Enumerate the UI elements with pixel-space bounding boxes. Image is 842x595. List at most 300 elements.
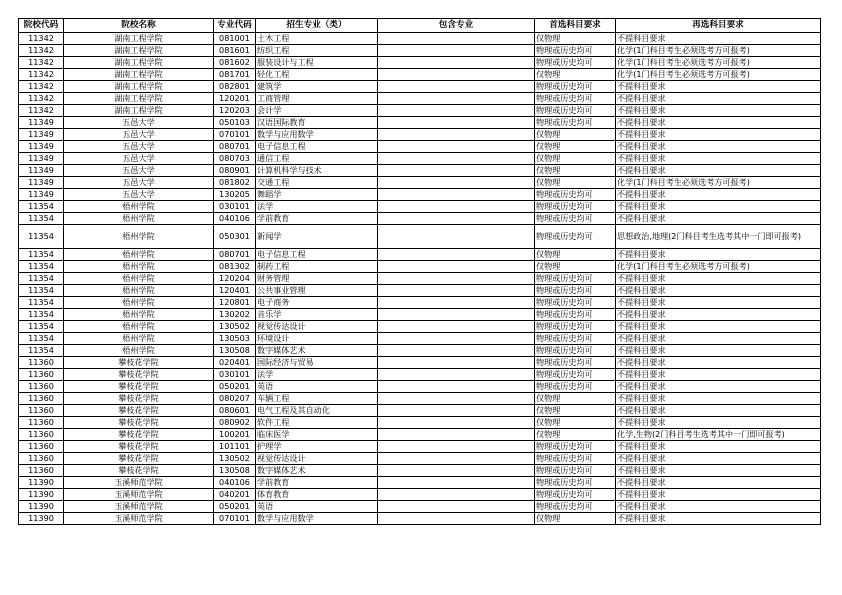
first-subject-cell: 物理或历史均可	[535, 285, 616, 297]
included-majors-cell	[378, 501, 535, 513]
school-name-cell: 攀枝花学院	[64, 381, 214, 393]
school-code-cell: 11360	[19, 405, 64, 417]
major-code-cell: 070101	[214, 129, 256, 141]
major-code-cell: 080601	[214, 405, 256, 417]
school-code-cell: 11354	[19, 273, 64, 285]
table-row	[19, 33, 821, 45]
school-name-cell: 梧州学院	[64, 285, 214, 297]
major-cell: 学前教育	[256, 213, 378, 225]
second-subject-cell: 不提科目要求	[616, 513, 821, 525]
table-row	[19, 141, 821, 153]
included-majors-cell	[378, 33, 535, 45]
included-majors-cell	[378, 429, 535, 441]
included-majors-cell	[378, 489, 535, 501]
first-subject-cell: 物理或历史均可	[535, 357, 616, 369]
first-subject-cell: 物理或历史均可	[535, 297, 616, 309]
first-subject-cell: 仅物理	[535, 33, 616, 45]
major-code-cell: 020401	[214, 357, 256, 369]
table-row	[19, 81, 821, 93]
school-code-cell: 11360	[19, 417, 64, 429]
table-row	[19, 57, 821, 69]
table-row	[19, 489, 821, 501]
major-cell: 数学与应用数学	[256, 129, 378, 141]
included-majors-cell	[378, 393, 535, 405]
second-subject-cell: 不提科目要求	[616, 345, 821, 357]
major-code-cell: 082801	[214, 81, 256, 93]
included-majors-cell	[378, 69, 535, 81]
included-majors-cell	[378, 369, 535, 381]
major-code-cell: 080207	[214, 393, 256, 405]
first-subject-cell: 仅物理	[535, 429, 616, 441]
included-majors-cell	[378, 261, 535, 273]
second-subject-cell: 化学,生物(2门科目考生选考其中一门即可报考)	[616, 429, 821, 441]
included-majors-cell	[378, 213, 535, 225]
table-row	[19, 117, 821, 129]
major-cell: 计算机科学与技术	[256, 165, 378, 177]
first-subject-cell: 物理或历史均可	[535, 225, 616, 249]
first-subject-cell: 仅物理	[535, 417, 616, 429]
second-subject-cell: 不提科目要求	[616, 333, 821, 345]
table-row	[19, 225, 821, 249]
table-row	[19, 405, 821, 417]
included-majors-cell	[378, 477, 535, 489]
first-subject-cell: 物理或历史均可	[535, 117, 616, 129]
second-subject-cell: 不提科目要求	[616, 465, 821, 477]
school-name-cell: 梧州学院	[64, 201, 214, 213]
major-cell: 电子信息工程	[256, 141, 378, 153]
second-subject-cell: 不提科目要求	[616, 405, 821, 417]
school-name-cell: 五邑大学	[64, 129, 214, 141]
second-subject-cell: 不提科目要求	[616, 153, 821, 165]
school-code-cell: 11354	[19, 285, 64, 297]
major-code-cell: 040106	[214, 477, 256, 489]
table-row	[19, 309, 821, 321]
first-subject-cell: 物理或历史均可	[535, 333, 616, 345]
major-code-cell: 130205	[214, 189, 256, 201]
major-cell: 法学	[256, 201, 378, 213]
table-row	[19, 153, 821, 165]
major-code-cell: 130508	[214, 465, 256, 477]
first-subject-cell: 仅物理	[535, 69, 616, 81]
major-cell: 法学	[256, 369, 378, 381]
major-cell: 学前教育	[256, 477, 378, 489]
included-majors-cell	[378, 153, 535, 165]
school-code-cell: 11360	[19, 369, 64, 381]
major-cell: 视觉传达设计	[256, 453, 378, 465]
first-subject-cell: 物理或历史均可	[535, 189, 616, 201]
major-code-cell: 080901	[214, 165, 256, 177]
school-name-cell: 湖南工程学院	[64, 33, 214, 45]
major-cell: 临床医学	[256, 429, 378, 441]
included-majors-cell	[378, 141, 535, 153]
table-row	[19, 285, 821, 297]
school-name-cell: 五邑大学	[64, 153, 214, 165]
table-row	[19, 213, 821, 225]
admission-table	[18, 18, 821, 525]
school-name-cell: 五邑大学	[64, 141, 214, 153]
included-majors-cell	[378, 225, 535, 249]
included-majors-cell	[378, 105, 535, 117]
major-cell: 汉语国际教育	[256, 117, 378, 129]
major-code-cell: 080701	[214, 141, 256, 153]
first-subject-cell: 物理或历史均可	[535, 201, 616, 213]
school-name-cell: 攀枝花学院	[64, 441, 214, 453]
included-majors-cell	[378, 309, 535, 321]
first-subject-cell: 物理或历史均可	[535, 477, 616, 489]
header-school-code: 院校代码	[19, 19, 64, 33]
second-subject-cell: 不提科目要求	[616, 309, 821, 321]
major-cell: 视觉传达设计	[256, 321, 378, 333]
table-row	[19, 321, 821, 333]
school-name-cell: 湖南工程学院	[64, 69, 214, 81]
table-row	[19, 393, 821, 405]
second-subject-cell: 不提科目要求	[616, 213, 821, 225]
second-subject-cell: 化学(1门科目考生必须选考方可报考)	[616, 69, 821, 81]
major-code-cell: 050201	[214, 381, 256, 393]
second-subject-cell: 不提科目要求	[616, 381, 821, 393]
school-name-cell: 梧州学院	[64, 333, 214, 345]
school-code-cell: 11349	[19, 153, 64, 165]
school-code-cell: 11354	[19, 249, 64, 261]
table-row	[19, 297, 821, 309]
table-row	[19, 93, 821, 105]
school-name-cell: 梧州学院	[64, 225, 214, 249]
first-subject-cell: 物理或历史均可	[535, 213, 616, 225]
major-code-cell: 040106	[214, 213, 256, 225]
first-subject-cell: 仅物理	[535, 405, 616, 417]
major-code-cell: 081802	[214, 177, 256, 189]
major-code-cell: 081701	[214, 69, 256, 81]
second-subject-cell: 化学(1门科目考生必须选考方可报考)	[616, 261, 821, 273]
table-row	[19, 369, 821, 381]
major-cell: 电气工程及其自动化	[256, 405, 378, 417]
second-subject-cell: 不提科目要求	[616, 129, 821, 141]
table-body	[19, 33, 821, 525]
header-second-subject: 再选科目要求	[616, 19, 821, 33]
second-subject-cell: 化学(1门科目考生必须选考方可报考)	[616, 177, 821, 189]
second-subject-cell: 不提科目要求	[616, 249, 821, 261]
second-subject-cell: 不提科目要求	[616, 297, 821, 309]
table-row	[19, 429, 821, 441]
header-first-subject: 首选科目要求	[535, 19, 616, 33]
included-majors-cell	[378, 189, 535, 201]
included-majors-cell	[378, 441, 535, 453]
table-row	[19, 69, 821, 81]
table-row	[19, 477, 821, 489]
first-subject-cell: 物理或历史均可	[535, 441, 616, 453]
header-included-majors: 包含专业	[378, 19, 535, 33]
first-subject-cell: 物理或历史均可	[535, 57, 616, 69]
major-code-cell: 080902	[214, 417, 256, 429]
included-majors-cell	[378, 453, 535, 465]
major-code-cell: 081302	[214, 261, 256, 273]
first-subject-cell: 仅物理	[535, 153, 616, 165]
first-subject-cell: 物理或历史均可	[535, 369, 616, 381]
table-row	[19, 357, 821, 369]
second-subject-cell: 化学(1门科目考生必须选考方可报考)	[616, 57, 821, 69]
major-code-cell: 120204	[214, 273, 256, 285]
major-code-cell: 120203	[214, 105, 256, 117]
school-name-cell: 玉溪师范学院	[64, 513, 214, 525]
major-cell: 制药工程	[256, 261, 378, 273]
second-subject-cell: 不提科目要求	[616, 105, 821, 117]
school-code-cell: 11354	[19, 321, 64, 333]
major-cell: 纺织工程	[256, 45, 378, 57]
first-subject-cell: 仅物理	[535, 513, 616, 525]
first-subject-cell: 物理或历史均可	[535, 45, 616, 57]
major-code-cell: 130503	[214, 333, 256, 345]
second-subject-cell: 不提科目要求	[616, 477, 821, 489]
major-cell: 体育教育	[256, 489, 378, 501]
school-name-cell: 湖南工程学院	[64, 105, 214, 117]
major-code-cell: 040201	[214, 489, 256, 501]
major-cell: 音乐学	[256, 309, 378, 321]
school-code-cell: 11354	[19, 225, 64, 249]
second-subject-cell: 不提科目要求	[616, 501, 821, 513]
school-code-cell: 11360	[19, 393, 64, 405]
major-code-cell: 081602	[214, 57, 256, 69]
major-cell: 土木工程	[256, 33, 378, 45]
school-code-cell: 11342	[19, 57, 64, 69]
table-row	[19, 417, 821, 429]
first-subject-cell: 物理或历史均可	[535, 465, 616, 477]
first-subject-cell: 物理或历史均可	[535, 381, 616, 393]
included-majors-cell	[378, 249, 535, 261]
school-name-cell: 梧州学院	[64, 273, 214, 285]
major-code-cell: 030101	[214, 201, 256, 213]
included-majors-cell	[378, 345, 535, 357]
first-subject-cell: 物理或历史均可	[535, 81, 616, 93]
school-code-cell: 11342	[19, 33, 64, 45]
school-code-cell: 11342	[19, 45, 64, 57]
major-code-cell: 130202	[214, 309, 256, 321]
school-code-cell: 11342	[19, 93, 64, 105]
second-subject-cell: 不提科目要求	[616, 165, 821, 177]
major-code-cell: 081601	[214, 45, 256, 57]
school-code-cell: 11354	[19, 261, 64, 273]
table-row	[19, 381, 821, 393]
first-subject-cell: 仅物理	[535, 177, 616, 189]
included-majors-cell	[378, 81, 535, 93]
major-cell: 轻化工程	[256, 69, 378, 81]
header-major-code: 专业代码	[214, 19, 256, 33]
major-cell: 通信工程	[256, 153, 378, 165]
school-name-cell: 玉溪师范学院	[64, 489, 214, 501]
school-name-cell: 五邑大学	[64, 117, 214, 129]
school-code-cell: 11342	[19, 69, 64, 81]
school-code-cell: 11360	[19, 441, 64, 453]
school-name-cell: 攀枝花学院	[64, 417, 214, 429]
school-name-cell: 攀枝花学院	[64, 429, 214, 441]
school-name-cell: 梧州学院	[64, 309, 214, 321]
major-code-cell: 100201	[214, 429, 256, 441]
table-row	[19, 105, 821, 117]
school-code-cell: 11360	[19, 381, 64, 393]
major-code-cell: 050103	[214, 117, 256, 129]
major-cell: 环境设计	[256, 333, 378, 345]
table-row	[19, 165, 821, 177]
major-cell: 国际经济与贸易	[256, 357, 378, 369]
school-code-cell: 11390	[19, 501, 64, 513]
major-cell: 会计学	[256, 105, 378, 117]
school-name-cell: 梧州学院	[64, 213, 214, 225]
first-subject-cell: 仅物理	[535, 141, 616, 153]
major-cell: 服装设计与工程	[256, 57, 378, 69]
school-code-cell: 11360	[19, 357, 64, 369]
major-cell: 英语	[256, 501, 378, 513]
table-row	[19, 441, 821, 453]
school-name-cell: 湖南工程学院	[64, 93, 214, 105]
second-subject-cell: 思想政治,地理(2门科目考生选考其中一门即可报考)	[616, 225, 821, 249]
included-majors-cell	[378, 357, 535, 369]
first-subject-cell: 物理或历史均可	[535, 489, 616, 501]
school-name-cell: 玉溪师范学院	[64, 501, 214, 513]
school-name-cell: 湖南工程学院	[64, 81, 214, 93]
second-subject-cell: 不提科目要求	[616, 33, 821, 45]
major-cell: 交通工程	[256, 177, 378, 189]
second-subject-cell: 不提科目要求	[616, 285, 821, 297]
major-code-cell: 080701	[214, 249, 256, 261]
major-cell: 财务管理	[256, 273, 378, 285]
school-name-cell: 玉溪师范学院	[64, 477, 214, 489]
school-code-cell: 11354	[19, 309, 64, 321]
included-majors-cell	[378, 333, 535, 345]
table-row	[19, 129, 821, 141]
school-name-cell: 梧州学院	[64, 249, 214, 261]
second-subject-cell: 不提科目要求	[616, 273, 821, 285]
included-majors-cell	[378, 285, 535, 297]
school-name-cell: 五邑大学	[64, 189, 214, 201]
school-code-cell: 11342	[19, 81, 64, 93]
second-subject-cell: 不提科目要求	[616, 321, 821, 333]
school-code-cell: 11349	[19, 165, 64, 177]
included-majors-cell	[378, 177, 535, 189]
second-subject-cell: 不提科目要求	[616, 117, 821, 129]
major-cell: 护理学	[256, 441, 378, 453]
included-majors-cell	[378, 417, 535, 429]
second-subject-cell: 不提科目要求	[616, 393, 821, 405]
school-name-cell: 湖南工程学院	[64, 57, 214, 69]
second-subject-cell: 不提科目要求	[616, 93, 821, 105]
included-majors-cell	[378, 57, 535, 69]
major-code-cell: 120801	[214, 297, 256, 309]
major-cell: 电子信息工程	[256, 249, 378, 261]
table-row	[19, 261, 821, 273]
included-majors-cell	[378, 405, 535, 417]
school-code-cell: 11360	[19, 465, 64, 477]
school-name-cell: 攀枝花学院	[64, 453, 214, 465]
included-majors-cell	[378, 513, 535, 525]
included-majors-cell	[378, 45, 535, 57]
major-cell: 电子商务	[256, 297, 378, 309]
first-subject-cell: 物理或历史均可	[535, 501, 616, 513]
school-code-cell: 11349	[19, 129, 64, 141]
major-code-cell: 081001	[214, 33, 256, 45]
included-majors-cell	[378, 465, 535, 477]
school-code-cell: 11390	[19, 477, 64, 489]
table-row	[19, 345, 821, 357]
major-cell: 数字媒体艺术	[256, 465, 378, 477]
first-subject-cell: 仅物理	[535, 261, 616, 273]
major-code-cell: 050201	[214, 501, 256, 513]
major-cell: 数学与应用数学	[256, 513, 378, 525]
school-name-cell: 湖南工程学院	[64, 45, 214, 57]
included-majors-cell	[378, 201, 535, 213]
school-code-cell: 11354	[19, 333, 64, 345]
second-subject-cell: 不提科目要求	[616, 417, 821, 429]
first-subject-cell: 物理或历史均可	[535, 105, 616, 117]
second-subject-cell: 不提科目要求	[616, 441, 821, 453]
school-code-cell: 11354	[19, 201, 64, 213]
major-code-cell: 120201	[214, 93, 256, 105]
included-majors-cell	[378, 129, 535, 141]
school-name-cell: 梧州学院	[64, 261, 214, 273]
table-row	[19, 501, 821, 513]
header-major: 招生专业（类）	[256, 19, 378, 33]
major-cell: 建筑学	[256, 81, 378, 93]
header-row	[19, 19, 821, 33]
first-subject-cell: 物理或历史均可	[535, 453, 616, 465]
school-code-cell: 11354	[19, 297, 64, 309]
major-code-cell: 070101	[214, 513, 256, 525]
major-code-cell: 130502	[214, 321, 256, 333]
table-row	[19, 249, 821, 261]
major-code-cell: 050301	[214, 225, 256, 249]
second-subject-cell: 不提科目要求	[616, 489, 821, 501]
school-code-cell: 11390	[19, 513, 64, 525]
major-cell: 舞蹈学	[256, 189, 378, 201]
included-majors-cell	[378, 117, 535, 129]
included-majors-cell	[378, 273, 535, 285]
school-code-cell: 11354	[19, 213, 64, 225]
table-row	[19, 453, 821, 465]
second-subject-cell: 不提科目要求	[616, 357, 821, 369]
first-subject-cell: 仅物理	[535, 129, 616, 141]
school-code-cell: 11349	[19, 117, 64, 129]
second-subject-cell: 化学(1门科目考生必须选考方可报考)	[616, 45, 821, 57]
first-subject-cell: 仅物理	[535, 249, 616, 261]
major-cell: 公共事业管理	[256, 285, 378, 297]
school-name-cell: 五邑大学	[64, 165, 214, 177]
school-name-cell: 攀枝花学院	[64, 465, 214, 477]
table-row	[19, 333, 821, 345]
major-cell: 新闻学	[256, 225, 378, 249]
included-majors-cell	[378, 297, 535, 309]
first-subject-cell: 仅物理	[535, 393, 616, 405]
header-school-name: 院校名称	[64, 19, 214, 33]
major-code-cell: 030101	[214, 369, 256, 381]
major-code-cell: 080703	[214, 153, 256, 165]
school-name-cell: 梧州学院	[64, 321, 214, 333]
school-code-cell: 11349	[19, 189, 64, 201]
school-code-cell: 11390	[19, 489, 64, 501]
first-subject-cell: 物理或历史均可	[535, 321, 616, 333]
major-cell: 工商管理	[256, 93, 378, 105]
school-code-cell: 11354	[19, 345, 64, 357]
table-row	[19, 189, 821, 201]
school-name-cell: 梧州学院	[64, 345, 214, 357]
first-subject-cell: 物理或历史均可	[535, 345, 616, 357]
major-code-cell: 130502	[214, 453, 256, 465]
table-row	[19, 465, 821, 477]
school-code-cell: 11342	[19, 105, 64, 117]
major-code-cell: 130508	[214, 345, 256, 357]
school-code-cell: 11360	[19, 453, 64, 465]
school-name-cell: 攀枝花学院	[64, 357, 214, 369]
first-subject-cell: 仅物理	[535, 165, 616, 177]
table-row	[19, 273, 821, 285]
first-subject-cell: 物理或历史均可	[535, 309, 616, 321]
